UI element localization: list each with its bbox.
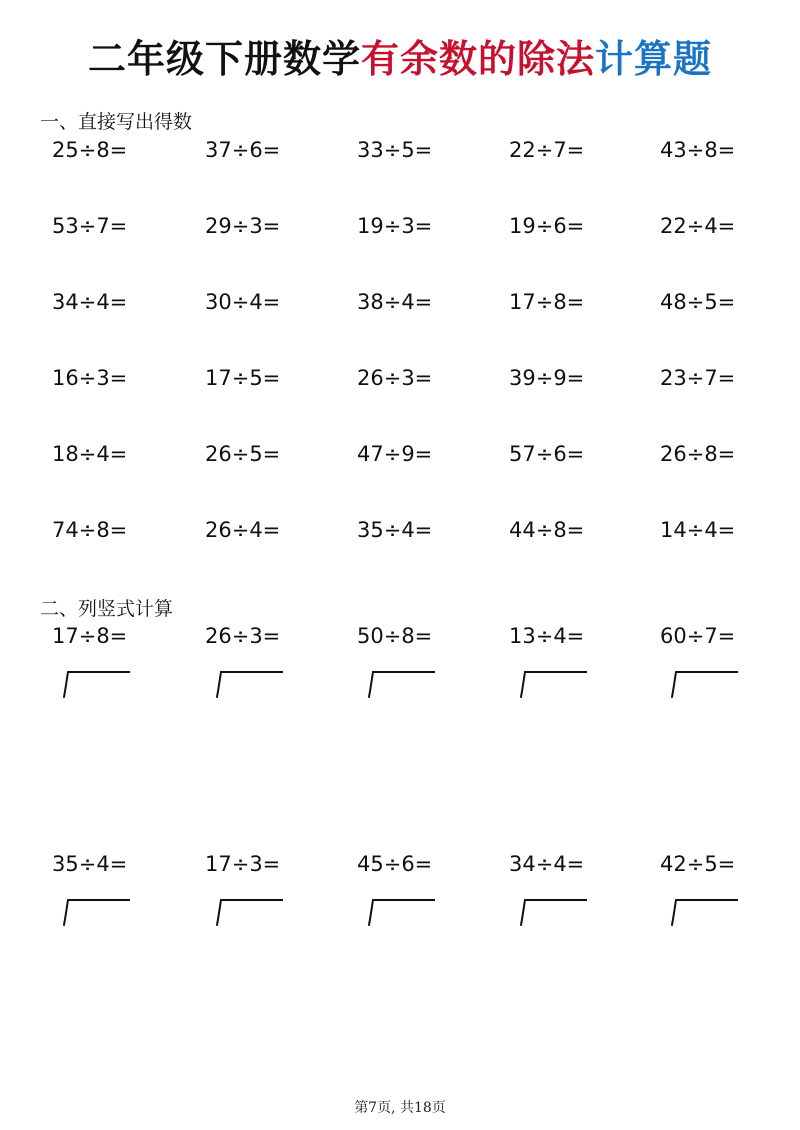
division-problem: 74÷8= — [52, 518, 128, 542]
division-problem: 16÷3= — [52, 366, 128, 390]
division-problem: 26÷5= — [205, 442, 281, 466]
division-problem: 19÷6= — [509, 214, 585, 238]
division-problem: 34÷4= — [52, 290, 128, 314]
division-problem: 45÷6= — [357, 852, 433, 876]
division-problem: 44÷8= — [509, 518, 585, 542]
long-division-bracket — [367, 670, 435, 698]
division-problem: 25÷8= — [52, 138, 128, 162]
division-problem: 35÷4= — [52, 852, 128, 876]
division-problem: 19÷3= — [357, 214, 433, 238]
division-problem: 35÷4= — [357, 518, 433, 542]
division-problem: 33÷5= — [357, 138, 433, 162]
problem-row — [0, 366, 800, 396]
long-division-bracket — [62, 898, 130, 926]
page-title — [0, 28, 800, 83]
problem-row — [0, 518, 800, 548]
problem-row — [0, 442, 800, 472]
page-footer: 第7页, 共18页 — [354, 1100, 446, 1116]
long-division-bracket — [215, 670, 283, 698]
problem-row — [0, 138, 800, 168]
division-problem: 14÷4= — [660, 518, 736, 542]
division-problem: 60÷7= — [660, 624, 736, 648]
long-division-bracket — [670, 670, 738, 698]
division-problem: 30÷4= — [205, 290, 281, 314]
problem-row — [0, 852, 800, 882]
division-problem: 17÷5= — [205, 366, 281, 390]
division-problem: 29÷3= — [205, 214, 281, 238]
division-problem: 26÷4= — [205, 518, 281, 542]
long-division-bracket — [62, 670, 130, 698]
section-heading-mental: 一、直接写出得数 — [40, 111, 193, 133]
division-problem: 42÷5= — [660, 852, 736, 876]
division-problem: 22÷4= — [660, 214, 736, 238]
division-problem: 39÷9= — [509, 366, 585, 390]
long-division-bracket — [519, 898, 587, 926]
problem-row — [0, 290, 800, 320]
division-problem: 43÷8= — [660, 138, 736, 162]
problem-row — [0, 624, 800, 654]
title-part-type: 计算题 — [595, 37, 713, 81]
division-problem: 47÷9= — [357, 442, 433, 466]
division-problem: 23÷7= — [660, 366, 736, 390]
division-problem: 37÷6= — [205, 138, 281, 162]
division-problem: 26÷8= — [660, 442, 736, 466]
division-problem: 34÷4= — [509, 852, 585, 876]
division-problem: 53÷7= — [52, 214, 128, 238]
division-problem: 17÷8= — [509, 290, 585, 314]
division-problem: 48÷5= — [660, 290, 736, 314]
division-problem: 57÷6= — [509, 442, 585, 466]
division-problem: 18÷4= — [52, 442, 128, 466]
long-division-bracket — [519, 670, 587, 698]
long-division-bracket — [215, 898, 283, 926]
division-problem: 17÷8= — [52, 624, 128, 648]
division-problem: 13÷4= — [509, 624, 585, 648]
problem-row — [0, 214, 800, 244]
division-problem: 26÷3= — [205, 624, 281, 648]
section-heading-vertical: 二、列竖式计算 — [40, 598, 174, 620]
division-problem: 22÷7= — [509, 138, 585, 162]
title-part-topic: 有余数的除法 — [360, 37, 595, 81]
division-problem: 50÷8= — [357, 624, 433, 648]
long-division-bracket — [670, 898, 738, 926]
division-problem: 26÷3= — [357, 366, 433, 390]
long-division-bracket — [367, 898, 435, 926]
division-problem: 17÷3= — [205, 852, 281, 876]
division-problem: 38÷4= — [357, 290, 433, 314]
title-part-grade: 二年级下册数学 — [87, 37, 361, 81]
